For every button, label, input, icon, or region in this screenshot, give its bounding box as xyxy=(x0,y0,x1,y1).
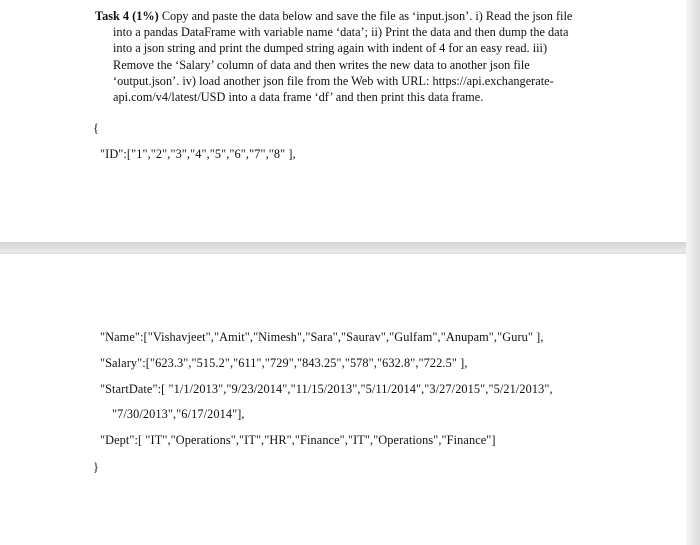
task-line-1 xyxy=(95,8,615,24)
task-line-5: ‘output.json’. iv) load another json file from the Web with URL: https://api.exchangerate- xyxy=(113,73,554,88)
task-line-1-text: Copy and paste the data below and save the file as ‘input.json’. i) Read the json file xyxy=(158,9,573,23)
task-line-6: api.com/v4/latest/USD into a data frame ‘df’ and then print this data frame. xyxy=(113,90,484,105)
json-salary-line: "Salary":["623.3","515.2","611","729","843.25","578","632.8","722.5" ], xyxy=(100,356,468,370)
task-line-3: into a json string and print the dumped string again with indent of 4 for an easy read. iii) xyxy=(113,41,548,56)
task-label: Task 4 (1%) xyxy=(95,9,159,23)
json-id-line: "ID":["1","2","3","4","5","6","7","8" ], xyxy=(100,147,296,161)
task-line-4: Remove the ‘Salary’ column of data and then writes the new data to another json file xyxy=(113,57,530,72)
page-gap xyxy=(0,242,700,254)
json-name-line: "Name":["Vishavjeet","Amit","Nimesh","Sara","Saurav","Gulfam","Anupam","Guru" ], xyxy=(100,330,544,344)
json-close-brace: } xyxy=(93,460,100,474)
json-startdate-line-1: "StartDate":[ "1/1/2013","9/23/2014","11/15/2013","5/11/2014","3/27/2015","5/21/2013", xyxy=(100,382,553,396)
document-page-top xyxy=(0,0,686,242)
task-instructions xyxy=(95,8,615,105)
document-page-bottom xyxy=(0,254,686,545)
page-edge-shadow xyxy=(686,0,700,545)
task-line-2: into a pandas DataFrame with variable name ‘data’; ii) Print the data and then dump the data xyxy=(113,25,569,40)
json-open-brace: { xyxy=(93,121,100,135)
json-dept-line: "Dept":[ "IT","Operations","IT","HR","Finance","IT","Operations","Finance"] xyxy=(100,433,496,447)
json-startdate-line-2: "7/30/2013","6/17/2014"], xyxy=(112,407,245,421)
